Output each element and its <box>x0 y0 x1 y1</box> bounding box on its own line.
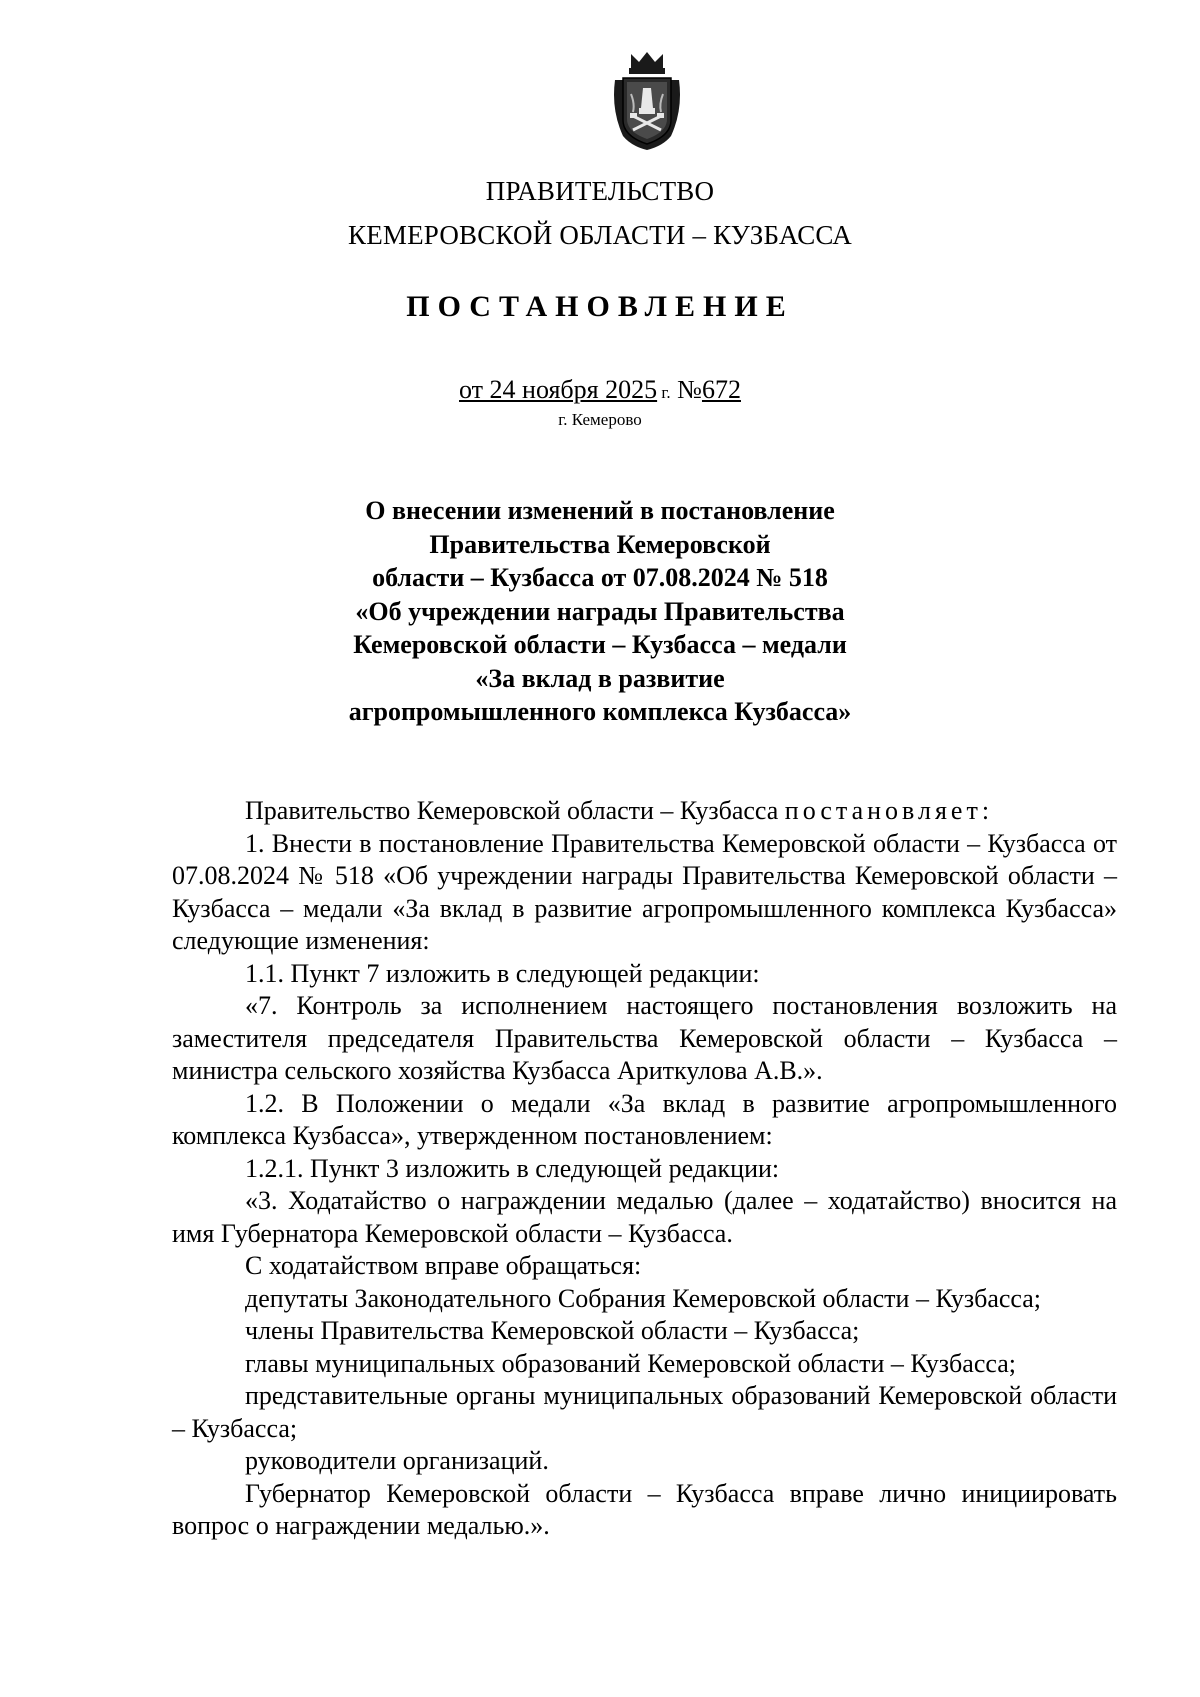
paragraph: депутаты Законодательного Собрания Кемеровской области – Кузбасса; <box>245 1283 1042 1313</box>
year-suffix: г. <box>657 383 671 402</box>
organization-name: ПРАВИТЕЛЬСТВО <box>485 176 715 206</box>
organization-region: КЕМЕРОВСКОЙ ОБЛАСТИ – КУЗБАССА <box>348 220 852 250</box>
paragraph: 1.1. Пункт 7 изложить в следующей редакции: <box>245 958 760 988</box>
paragraph: Губернатор Кемеровской области – Кузбасса вправе лично инициировать вопрос о награждении медалью.». <box>172 1478 1117 1540</box>
date-number-line <box>0 375 1200 405</box>
paragraph: 1. Внести в постановление Правительства Кемеровской области – Кузбасса от 07.08.2024 № 518 «Об учреждении награды Правительства Кемеровской области – Кузбасса – медали «За вклад в развитие агропромышленного комплекса Кузбасса» следующие изменения: <box>172 828 1117 955</box>
paragraph: 1.2. В Положении о медали «За вклад в развитие агропромышленного комплекса Кузбасса», утвержденном постановлением: <box>172 1088 1117 1150</box>
title-line: агропромышленного комплекса Кузбасса» <box>348 697 852 726</box>
document-number: 672 <box>701 375 741 404</box>
document-body <box>172 795 1117 1543</box>
intro-colon: : <box>981 796 990 825</box>
paragraph: руководители организаций. <box>245 1446 549 1475</box>
paragraph: главы муниципальных образований Кемеровской области – Кузбасса; <box>245 1348 1016 1378</box>
paragraph: представительные органы муниципальных образований Кемеровской области – Кузбасса; <box>172 1381 1117 1443</box>
title-line: Правительства Кемеровской <box>429 529 771 559</box>
paragraph: С ходатайством вправе обращаться: <box>245 1251 642 1280</box>
document-city: г. Кемерово <box>558 410 642 429</box>
title-line: Кемеровской области – Кузбасса – медали <box>353 630 847 659</box>
document-title <box>300 494 900 729</box>
paragraph: 1.2.1. Пункт 3 изложить в следующей редакции: <box>245 1153 780 1183</box>
paragraph: «7. Контроль за исполнением настоящего постановления возложить на заместителя председателя Правительства Кемеровской области – Кузбасса – министра сельского хозяйства Кузбасса Ариткулова А.В.». <box>172 991 1117 1085</box>
title-line: О внесении изменений в постановление <box>365 496 835 525</box>
document-date: от 24 ноября 2025 <box>459 375 658 404</box>
intro-text: Правительство Кемеровской области – Кузбасса <box>245 796 785 825</box>
number-prefix: № <box>677 375 702 404</box>
intro-verb: постановляет <box>784 796 982 825</box>
title-line: «За вклад в развитие <box>475 663 725 693</box>
paragraph: «3. Ходатайство о награждении медалью (далее – ходатайство) вносится на имя Губернатора Кемеровской области – Кузбасса. <box>172 1186 1117 1248</box>
document-type: ПОСТАНОВЛЕНИЕ <box>406 290 794 323</box>
coat-of-arms-icon <box>609 50 685 152</box>
paragraph: члены Правительства Кемеровской области – Кузбасса; <box>245 1316 860 1345</box>
title-line: «Об учреждении награды Правительства <box>355 596 845 626</box>
title-line: области – Кузбасса от 07.08.2024 № 518 <box>372 563 828 592</box>
intro-paragraph <box>172 795 1117 828</box>
